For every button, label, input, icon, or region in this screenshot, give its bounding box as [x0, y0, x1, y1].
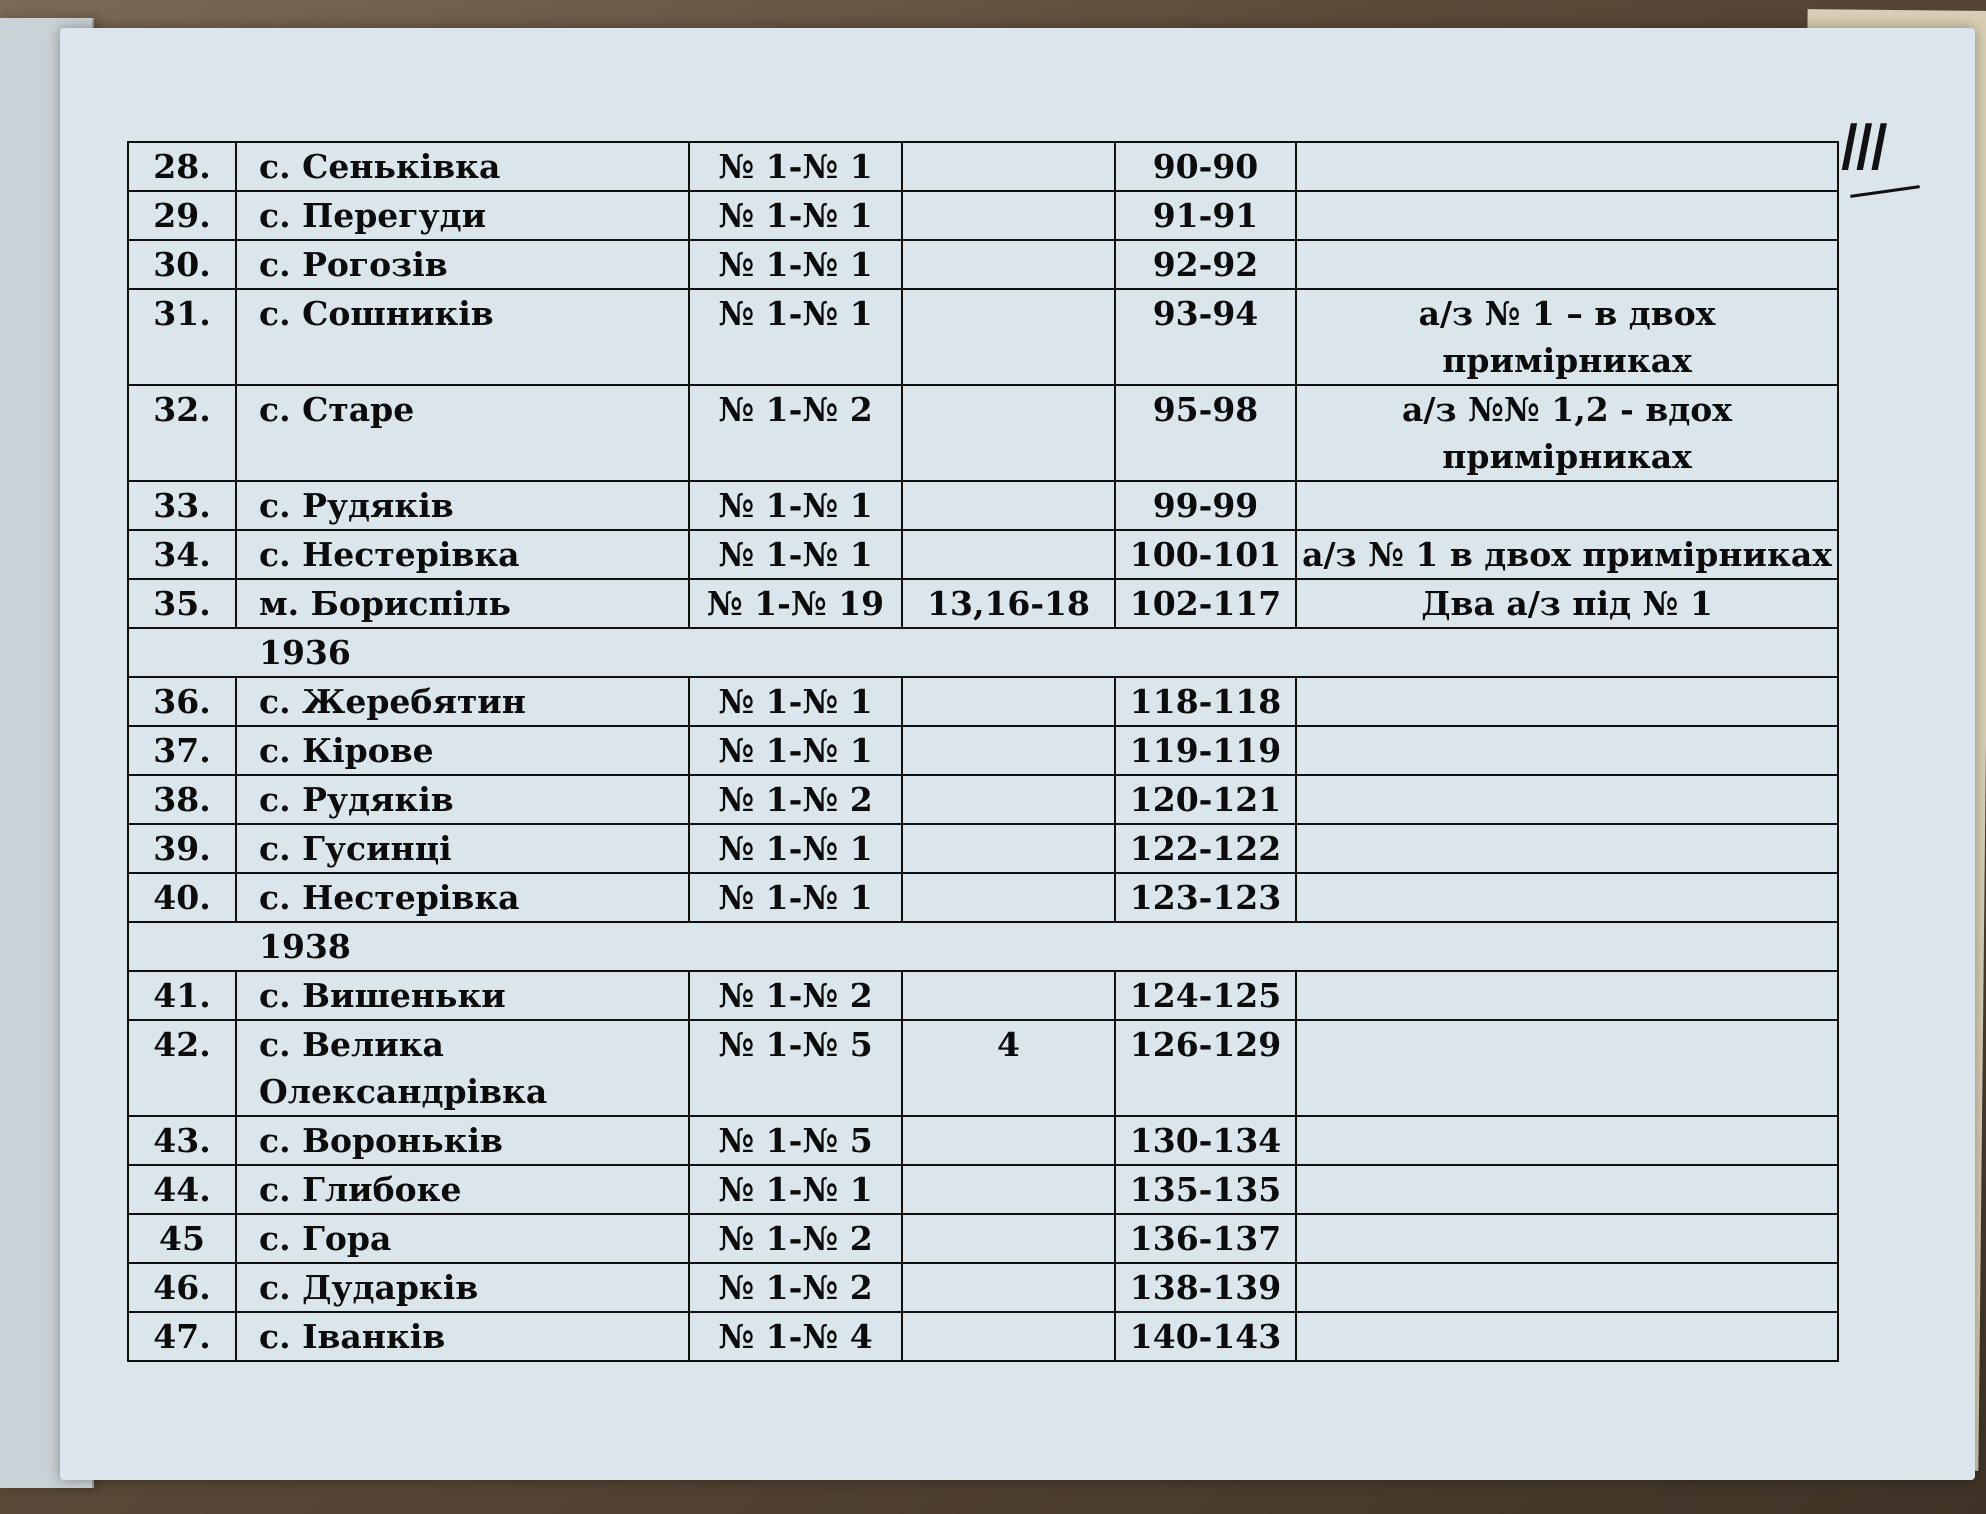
settlement-name: с. Гора	[236, 1214, 689, 1263]
table-row	[128, 1020, 1838, 1116]
page-range: 120-121	[1115, 775, 1296, 824]
row-number: 33.	[128, 481, 236, 530]
missing-records	[902, 481, 1115, 530]
year-row	[128, 922, 1838, 971]
missing-records	[902, 289, 1115, 385]
record-range: № 1-№ 1	[689, 1165, 902, 1214]
note	[1296, 726, 1838, 775]
table-row	[128, 142, 1838, 191]
page-range: 122-122	[1115, 824, 1296, 873]
record-range: № 1-№ 1	[689, 824, 902, 873]
table-row	[128, 385, 1838, 481]
missing-records	[902, 1116, 1115, 1165]
record-range: № 1-№ 1	[689, 191, 902, 240]
missing-records	[902, 726, 1115, 775]
record-range: № 1-№ 4	[689, 1312, 902, 1361]
missing-records	[902, 775, 1115, 824]
note: а/з № 1 – в двох примірниках	[1296, 289, 1838, 385]
settlement-name: м. Бориспіль	[236, 579, 689, 628]
row-number: 37.	[128, 726, 236, 775]
table-row	[128, 1214, 1838, 1263]
table-row	[128, 579, 1838, 628]
page-mark: III	[1840, 112, 1885, 186]
year-label: 1936	[128, 628, 1838, 677]
table-row	[128, 240, 1838, 289]
page-range: 100-101	[1115, 530, 1296, 579]
row-number: 42.	[128, 1020, 236, 1116]
missing-records: 13,16-18	[902, 579, 1115, 628]
missing-records	[902, 873, 1115, 922]
settlement-name: с. Вороньків	[236, 1116, 689, 1165]
row-number: 28.	[128, 142, 236, 191]
record-range: № 1-№ 1	[689, 289, 902, 385]
table-row	[128, 1312, 1838, 1361]
missing-records	[902, 240, 1115, 289]
missing-records	[902, 1214, 1115, 1263]
missing-records: 4	[902, 1020, 1115, 1116]
page-range: 91-91	[1115, 191, 1296, 240]
row-number: 41.	[128, 971, 236, 1020]
row-number: 29.	[128, 191, 236, 240]
missing-records	[902, 971, 1115, 1020]
note	[1296, 677, 1838, 726]
record-range: № 1-№ 2	[689, 1214, 902, 1263]
settlement-name: с. Гусинці	[236, 824, 689, 873]
missing-records	[902, 530, 1115, 579]
missing-records	[902, 1312, 1115, 1361]
missing-records	[902, 1165, 1115, 1214]
settlement-name: с. Кірове	[236, 726, 689, 775]
settlement-name: с. Сошників	[236, 289, 689, 385]
table-row	[128, 1165, 1838, 1214]
settlement-name: с. Вишеньки	[236, 971, 689, 1020]
page-range: 138-139	[1115, 1263, 1296, 1312]
row-number: 43.	[128, 1116, 236, 1165]
record-range: № 1-№ 2	[689, 971, 902, 1020]
record-range: № 1-№ 5	[689, 1020, 902, 1116]
table-row	[128, 530, 1838, 579]
row-number: 35.	[128, 579, 236, 628]
page-range: 135-135	[1115, 1165, 1296, 1214]
page-range: 118-118	[1115, 677, 1296, 726]
row-number: 39.	[128, 824, 236, 873]
row-number: 44.	[128, 1165, 236, 1214]
note	[1296, 240, 1838, 289]
settlement-name: с. Глибоке	[236, 1165, 689, 1214]
table-row	[128, 481, 1838, 530]
settlement-name: с. Нестерівка	[236, 530, 689, 579]
page-range: 102-117	[1115, 579, 1296, 628]
row-number: 47.	[128, 1312, 236, 1361]
table-row	[128, 873, 1838, 922]
note	[1296, 1312, 1838, 1361]
record-range: № 1-№ 5	[689, 1116, 902, 1165]
page-range: 126-129	[1115, 1020, 1296, 1116]
missing-records	[902, 191, 1115, 240]
page-range: 130-134	[1115, 1116, 1296, 1165]
row-number: 36.	[128, 677, 236, 726]
inventory-table	[127, 141, 1839, 1362]
record-range: № 1-№ 1	[689, 481, 902, 530]
table-row	[128, 824, 1838, 873]
settlement-name: с. Старе	[236, 385, 689, 481]
note: Два а/з під № 1	[1296, 579, 1838, 628]
missing-records	[902, 1263, 1115, 1312]
missing-records	[902, 385, 1115, 481]
record-range: № 1-№ 19	[689, 579, 902, 628]
record-range: № 1-№ 2	[689, 1263, 902, 1312]
settlement-name: с. Рогозів	[236, 240, 689, 289]
note	[1296, 481, 1838, 530]
settlement-name: с. Дударків	[236, 1263, 689, 1312]
page-range: 123-123	[1115, 873, 1296, 922]
table-row	[128, 289, 1838, 385]
page-range: 95-98	[1115, 385, 1296, 481]
note	[1296, 1214, 1838, 1263]
page-range: 124-125	[1115, 971, 1296, 1020]
settlement-name: с. Нестерівка	[236, 873, 689, 922]
record-range: № 1-№ 1	[689, 240, 902, 289]
note	[1296, 824, 1838, 873]
record-range: № 1-№ 1	[689, 530, 902, 579]
row-number: 34.	[128, 530, 236, 579]
table-row	[128, 191, 1838, 240]
note	[1296, 775, 1838, 824]
settlement-name: с. Жеребятин	[236, 677, 689, 726]
page-range: 99-99	[1115, 481, 1296, 530]
note	[1296, 191, 1838, 240]
row-number: 32.	[128, 385, 236, 481]
page-range: 140-143	[1115, 1312, 1296, 1361]
page-range: 93-94	[1115, 289, 1296, 385]
note	[1296, 142, 1838, 191]
note	[1296, 971, 1838, 1020]
year-row	[128, 628, 1838, 677]
record-range: № 1-№ 1	[689, 726, 902, 775]
row-number: 46.	[128, 1263, 236, 1312]
row-number: 31.	[128, 289, 236, 385]
record-range: № 1-№ 2	[689, 385, 902, 481]
missing-records	[902, 677, 1115, 726]
row-number: 38.	[128, 775, 236, 824]
note	[1296, 1020, 1838, 1116]
missing-records	[902, 142, 1115, 191]
settlement-name: с. Іванків	[236, 1312, 689, 1361]
note	[1296, 1263, 1838, 1312]
record-range: № 1-№ 1	[689, 142, 902, 191]
row-number: 30.	[128, 240, 236, 289]
note: а/з №№ 1,2 - вдох примірниках	[1296, 385, 1838, 481]
page-range: 92-92	[1115, 240, 1296, 289]
note: а/з № 1 в двох примірниках	[1296, 530, 1838, 579]
note	[1296, 1116, 1838, 1165]
table-row	[128, 677, 1838, 726]
note	[1296, 1165, 1838, 1214]
inventory-table-body	[128, 142, 1838, 1361]
row-number: 40.	[128, 873, 236, 922]
settlement-name: с. Рудяків	[236, 775, 689, 824]
table-row	[128, 1263, 1838, 1312]
settlement-name: с. Сеньківка	[236, 142, 689, 191]
settlement-name: с. Велика Олександрівка	[236, 1020, 689, 1116]
settlement-name: с. Перегуди	[236, 191, 689, 240]
year-label: 1938	[128, 922, 1838, 971]
table-row	[128, 775, 1838, 824]
page-range: 90-90	[1115, 142, 1296, 191]
missing-records	[902, 824, 1115, 873]
record-range: № 1-№ 2	[689, 775, 902, 824]
table-row	[128, 726, 1838, 775]
table-row	[128, 1116, 1838, 1165]
record-range: № 1-№ 1	[689, 873, 902, 922]
table-row	[128, 971, 1838, 1020]
page-range: 119-119	[1115, 726, 1296, 775]
page-range: 136-137	[1115, 1214, 1296, 1263]
note	[1296, 873, 1838, 922]
settlement-name: с. Рудяків	[236, 481, 689, 530]
row-number: 45	[128, 1214, 236, 1263]
record-range: № 1-№ 1	[689, 677, 902, 726]
